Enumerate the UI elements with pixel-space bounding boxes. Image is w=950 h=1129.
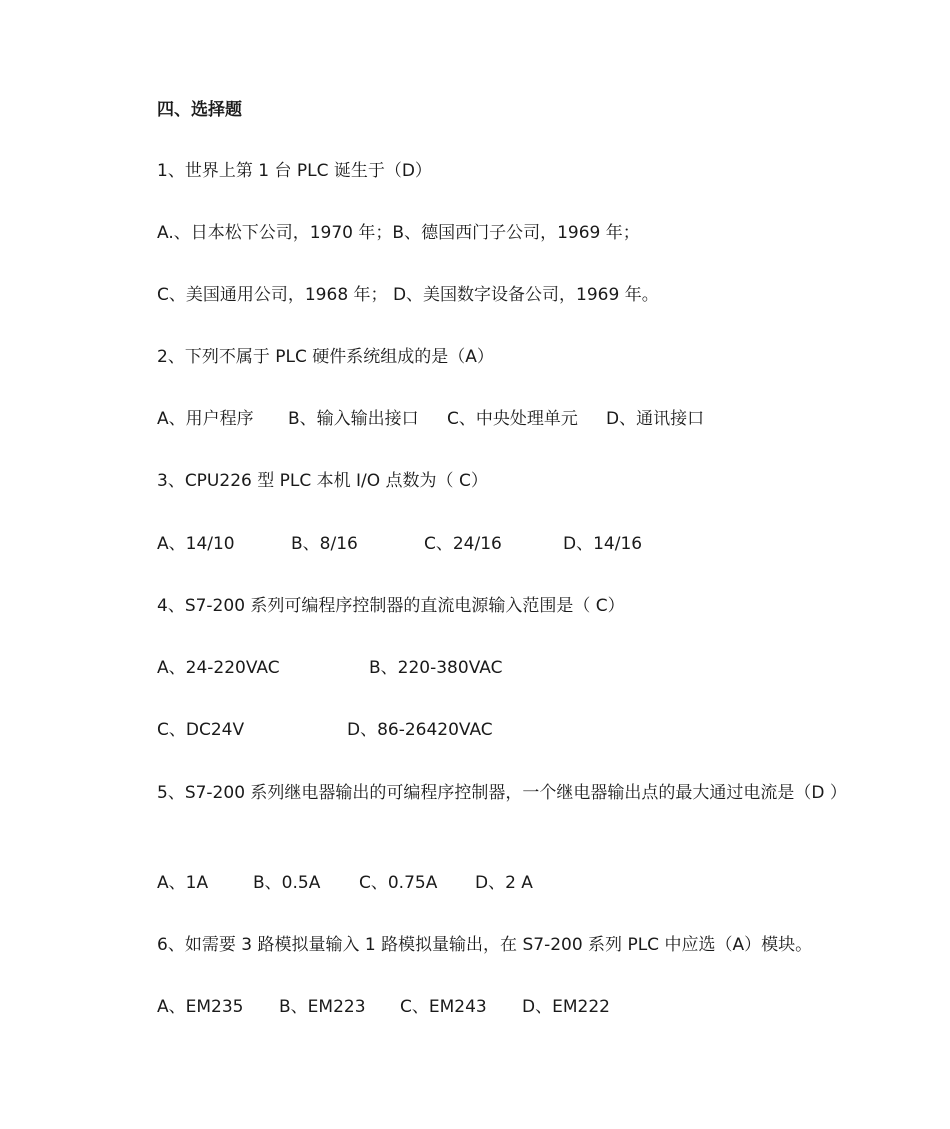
q5-option-c: C、0.75A [359,873,438,893]
q3-option-d: D、14/16 [563,534,643,554]
question-2: 2、下列不属于 PLC 硬件系统组成的是（A） [157,347,494,367]
q4-option-d: D、86-26420VAC [347,720,493,740]
q3-option-b: B、8/16 [291,534,358,554]
question-5: 5、S7-200 系列继电器输出的可编程序控制器，一个继电器输出点的最大通过电流是（D ） [157,783,847,803]
q4-option-a: A、24-220VAC [157,658,280,678]
q3-option-a: A、14/10 [157,534,235,554]
q2-option-c: C、中央处理单元 [447,409,578,429]
question-6: 6、如需要 3 路模拟量输入 1 路模拟量输出，在 S7-200 系列 PLC 中应选（A）模块。 [157,935,813,955]
question-3: 3、CPU226 型 PLC 本机 I/O 点数为（ C） [157,471,488,491]
q2-option-b: B、输入输出接口 [288,409,419,429]
q6-option-a: A、EM235 [157,997,244,1017]
q6-option-d: D、EM222 [522,997,610,1017]
q5-option-b: B、0.5A [253,873,321,893]
q3-option-c: C、24/16 [424,534,502,554]
q6-option-b: B、EM223 [279,997,366,1017]
q2-option-a: A、用户程序 [157,409,254,429]
q2-option-d: D、通讯接口 [606,409,705,429]
question-1-options-line-1: A.、日本松下公司，1970 年；B、德国西门子公司，1969 年； [157,223,640,243]
question-1: 1、世界上第 1 台 PLC 诞生于（D） [157,161,432,181]
question-1-options-line-2: C、美国通用公司，1968 年； D、美国数字设备公司，1969 年。 [157,285,659,305]
q4-option-c: C、DC24V [157,720,245,740]
section-title: 四、选择题 [157,100,242,120]
q5-option-a: A、1A [157,873,209,893]
q5-option-d: D、2 A [475,873,533,893]
q6-option-c: C、EM243 [400,997,487,1017]
q4-option-b: B、220-380VAC [369,658,503,678]
question-4: 4、S7-200 系列可编程序控制器的直流电源输入范围是（ C） [157,596,625,616]
